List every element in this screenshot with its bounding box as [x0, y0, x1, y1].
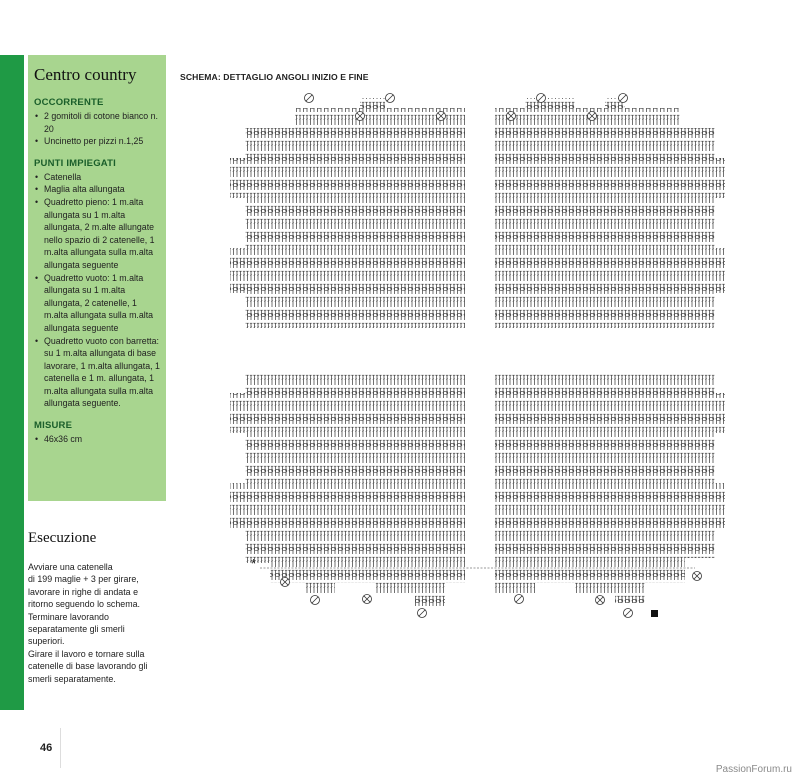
chart-quadrant-bottom-right	[495, 373, 725, 618]
occorrente-heading: OCCORRENTE	[34, 97, 104, 108]
list-item: • Uncinetto per pizzi n.1,25	[34, 135, 160, 148]
chart-block	[230, 98, 465, 328]
execution-title: Esecuzione	[28, 530, 97, 546]
execution-text: Avviare una catenella di 199 maglie + 3 per girare, lavorare in righe di andata e ritorno seguendo lo schema. Terminare lavorando separatamente gli smerli superiori. Girare il lavoro e tornare sulla catenelle di base lavorando gli smerli separatamente.	[28, 562, 148, 684]
start-asterisk-marker: *	[251, 556, 257, 571]
occorrente-list	[34, 110, 160, 148]
materials-box	[28, 55, 166, 501]
list-item: • 46x36 cm	[34, 433, 160, 446]
list-item: • Quadretto vuoto: 1 m.alta allungata su 1 m.alta allungata, 2 catenelle, 1 m.alta allungata sulla m.alta allungata seguente	[34, 272, 160, 335]
list-item: • 2 gomitoli di cotone bianco n. 20	[34, 110, 160, 135]
misure-list	[34, 433, 160, 446]
chart-block	[230, 373, 465, 608]
schema-title: SCHEMA: DETTAGLIO ANGOLI INIZIO E FINE	[180, 72, 369, 82]
chart-quadrant-bottom-left	[230, 373, 465, 618]
execution-section	[28, 530, 168, 685]
chart-quadrant-top-right	[495, 94, 725, 329]
punti-heading: PUNTI IMPIEGATI	[34, 157, 116, 169]
chart-quadrant-top-left	[230, 94, 465, 329]
pattern-title: Centro country	[34, 65, 137, 84]
crochet-chart	[225, 88, 735, 628]
page-number: 46	[40, 742, 53, 754]
green-side-bar	[0, 55, 24, 710]
misure-heading: MISURE	[34, 420, 73, 432]
list-item: • Maglia alta allungata	[34, 183, 160, 196]
list-item: • Quadretto vuoto con barretta: su 1 m.alta allungata di base lavorare, 1 m.alta allungata, 1 catenella e 1 m. allungata, 1 m.alta allungata sulla m.alta allungata seguente.	[34, 335, 160, 411]
punti-list	[34, 171, 160, 410]
list-item: • Quadretto pieno: 1 m.alta allungata su 1 m.alta allungata, 2 m.alte allungate nello spazio di 2 catenelle, 1 m.alta allungata sulla m.alta allungata seguente	[34, 196, 160, 272]
chart-block	[495, 98, 725, 328]
watermark: PassionForum.ru	[715, 764, 792, 775]
chart-block	[495, 373, 725, 603]
list-item: • Catenella	[34, 171, 160, 184]
end-square-marker	[651, 610, 658, 617]
footer-divider	[60, 728, 61, 768]
